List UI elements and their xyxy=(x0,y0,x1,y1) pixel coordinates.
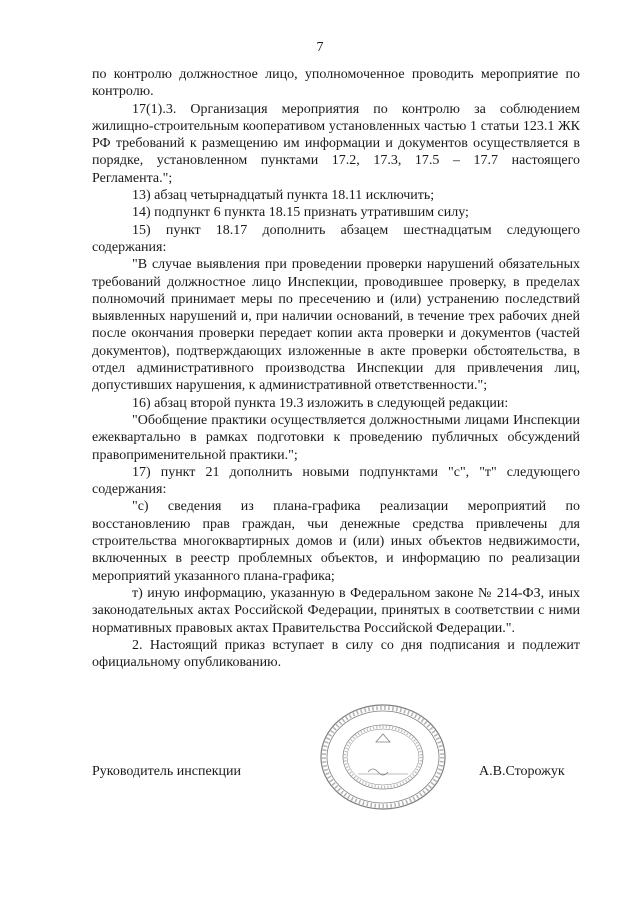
paragraph: "В случае выявления при проведении проверки нарушений обязательных требований должностное лицо Инспекции, проводившее проверку, в пределах полномочий принимает меры по пресечению и (или) устранению последствий выявленных нарушений и, при наличии оснований, в течение трех рабочих дней после окончания проверки передает копии акта проверки и документов (частей документов), подтверждающих изложенные в акте проверки обстоятельства, в отдел административного производства Инспекции для привлечения лиц, допустивших нарушения, к административной ответственности."; xyxy=(92,257,580,394)
paragraph: т) иную информацию, указанную в Федеральном законе № 214-ФЗ, иных законодательных актах Российской Федерации, принятых в соответствии с ними нормативных правовых актах Правительства Российской Федерации.". xyxy=(92,585,580,636)
paragraph: 2. Настоящий приказ вступает в силу со дня подписания и подлежит официальному опубликованию. xyxy=(92,637,580,671)
paragraph: по контролю должностное лицо, уполномоченное проводить мероприятие по контролю. xyxy=(92,67,580,100)
paragraph: 13) абзац четырнадцатый пункта 18.11 исключить; xyxy=(132,188,435,204)
paragraph: 17) пункт 21 дополнить новыми подпунктами "с", "т" следующего содержания: xyxy=(92,464,580,498)
signatory-position: Руководитель инспекции xyxy=(92,764,241,779)
page-number: 7 xyxy=(316,40,324,55)
paragraph: "Обобщение практики осуществляется должностными лицами Инспекции ежеквартально в рамках подготовки к проведению публичных обсуждений правоприменительной практики."; xyxy=(92,412,580,463)
paragraph: "с) сведения из плана-графика реализации мероприятий по восстановлению прав граждан, чьи денежные средства привлечены для строительства многоквартирных домов и (или) иных объектов недвижимости, включенных в реестр проблемных объектов, и информацию по реализации мероприятий указанного плана-графика; xyxy=(92,499,580,584)
paragraph: 16) абзац второй пункта 19.3 изложить в следующей редакции: xyxy=(132,395,509,411)
paragraph: 14) подпункт 6 пункта 18.15 признать утратившим силу; xyxy=(132,205,469,221)
document-body xyxy=(92,66,580,671)
signatory-name: А.В.Сторожук xyxy=(479,764,565,779)
paragraph: 15) пункт 18.17 дополнить абзацем шестнадцатым следующего содержания: xyxy=(92,222,580,255)
official-seal-stamp xyxy=(318,702,448,812)
paragraph: 17(1).3. Организация мероприятия по контролю за соблюдением жилищно-строительным кооперативом установленных частью 1 статьи 123.1 ЖК РФ требований к размещению им информации и документов осуществляется в порядке, установленном пунктами 17.2, 17.3, 17.5 – 17.7 настоящего Регламента."; xyxy=(92,101,580,186)
